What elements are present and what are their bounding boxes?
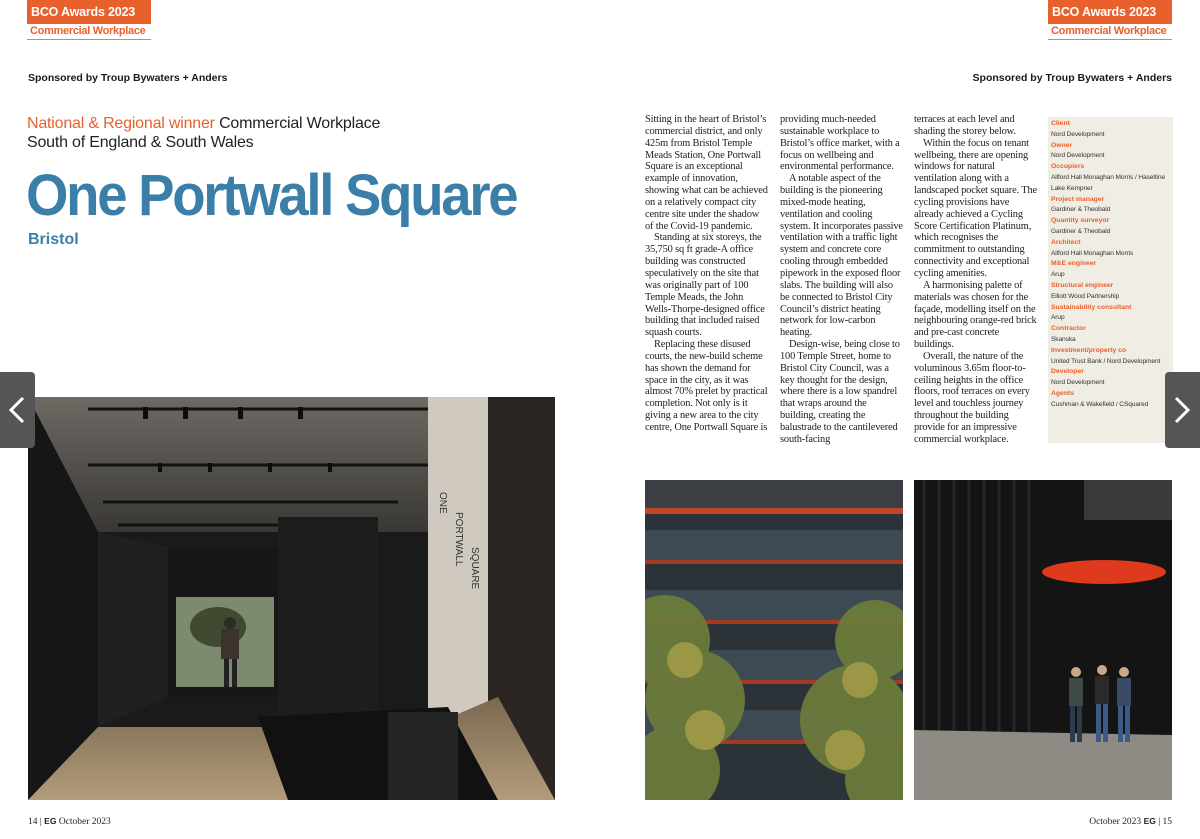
chevron-left-icon (7, 396, 27, 424)
next-page-button[interactable] (1165, 372, 1200, 448)
credit-role: Occupiers (1051, 163, 1085, 171)
paragraph: Within the focus on tenant wellbeing, there are opening windows for natural ventilation along with a landscaped pocket square. The cycling provisions have already achieved a Cycling Score Certification Platinum, which recognises the commitment to outstanding connectivity and exceptional cycling amenities. (914, 137, 1037, 279)
credit-role: Owner (1051, 141, 1073, 149)
project-credits-box (1048, 117, 1173, 443)
credit-name: Nord Development (1051, 130, 1105, 138)
credit-role: Agents (1051, 389, 1075, 397)
entrance-illustration (914, 480, 1172, 800)
credit-name: Allford Hall Monaghan Morris (1051, 249, 1134, 257)
credit-role: Developer (1051, 368, 1084, 376)
credit-role: Quantity surveyor (1051, 217, 1110, 225)
award-kicker (27, 115, 380, 133)
credit-role: Project manager (1051, 195, 1105, 203)
paragraph: A harmonising palette of materials was chosen for the façade, modelling itself on the neighbouring orange-red brick and pre-cast concrete buildings. (914, 279, 1037, 351)
credit-name: Gardiner & Theobald (1051, 206, 1111, 214)
paragraph: A notable aspect of the building is the pioneering mixed-mode heating, ventilation and cooling system. It incorporates passive ventilation with a traffic light system and concrete core cooling through embedded pipework in the exposed floor slabs. The building will also be connected to Bristol City Council’s district heating network for low-carbon heating. (780, 173, 903, 339)
paragraph: Standing at six storeys, the 35,750 sq ft grade-A office building was constructed speculatively on the site that was originally part of 100 Temple Meads, the John Wells-Thorpe-designed office building that included raised squash courts. (645, 232, 765, 339)
svg-text:SQUARE: SQUARE (469, 547, 480, 590)
facade-photo (645, 480, 903, 800)
section-tag-title: BCO Awards 2023 (1048, 0, 1172, 24)
paragraph: terraces at each level and shading the storey below. (914, 114, 1016, 137)
award-category: Commercial Workplace (219, 115, 381, 132)
credit-role: Sustainability consultant (1051, 303, 1132, 311)
credit-name: Arup (1051, 271, 1065, 279)
paragraph: Sitting in the heart of Bristol’s commercial district, and only 425m from Bristol Temple Meads Station, One Portwall Square is an exceptional example of innovation, showing what can be achieved on a relatively compact city centre site under the shadow of the Covid-19 pandemic. (645, 114, 768, 232)
body-column-2 (780, 114, 903, 446)
section-tag-title: BCO Awards 2023 (27, 0, 151, 24)
magazine-name: EG (1143, 816, 1156, 826)
lobby-photo (28, 397, 555, 800)
section-tag-subtitle: Commercial Workplace (1051, 25, 1167, 37)
previous-page-button[interactable] (0, 372, 35, 448)
award-region: South of England & South Wales (27, 134, 254, 151)
sponsor-line-left: Sponsored by Troup Bywaters + Anders (28, 72, 228, 84)
credit-role: M&E engineer (1051, 260, 1097, 268)
credit-role: Contractor (1051, 325, 1086, 333)
chevron-right-icon (1172, 396, 1192, 424)
paragraph: Design-wise, being close to 100 Temple Street, home to Bristol City Council, was a key thought for the design, where there is a low spandrel that wraps around the building, creating the balustrade to the cantilevered south-facing (780, 339, 900, 445)
credit-role: Structural engineer (1051, 281, 1114, 289)
section-tag-subtitle: Commercial Workplace (30, 25, 146, 37)
facade-illustration (645, 480, 903, 800)
credit-name: Allford Hall Monaghan Morris / Haseltine (1051, 173, 1166, 181)
paragraph: Replacing these disused courts, the new-build scheme has shown the demand for space in the city, as it was almost 70% prelet by practical completion. Not only is it giving a new area to the city centre, One Portwall Square is (645, 339, 768, 433)
credit-name: Cushman & Wakefield / CSquared (1051, 400, 1149, 408)
credit-name: Nord Development (1051, 152, 1105, 160)
lobby-illustration (28, 397, 555, 800)
svg-text:ONE: ONE (437, 492, 448, 514)
entrance-photo (914, 480, 1172, 800)
credit-name: Nord Development (1051, 379, 1105, 387)
award-winner-label: National & Regional winner (27, 115, 215, 132)
credit-role: Client (1051, 120, 1070, 127)
folio-left: 14 | EG October 2023 (28, 816, 111, 827)
svg-text:PORTWALL: PORTWALL (453, 512, 464, 567)
credit-name: Arup (1051, 314, 1065, 322)
page-number: 15 (1162, 817, 1172, 827)
credit-name: United Trust Bank / Nord Development (1051, 357, 1161, 365)
sponsor-line-right: Sponsored by Troup Bywaters + Anders (972, 72, 1172, 84)
credit-role: Investment/property co (1051, 346, 1127, 354)
body-column-3 (914, 114, 1039, 446)
section-tag-right (1048, 0, 1172, 40)
credit-name: Elliott Wood Partnership (1051, 292, 1120, 300)
issue-date: October 2023 (1089, 817, 1142, 827)
paragraph: Overall, the nature of the voluminous 3.65m floor-to-ceiling heights in the office floors, roof terraces on every level and touchless journey throughout the building provide for an impressive commercial workplace. (914, 350, 1030, 445)
issue-date: October 2023 (58, 817, 111, 827)
credit-name: Skanska (1051, 335, 1076, 343)
credit-role: Architect (1051, 238, 1081, 246)
paragraph: providing much-needed sustainable workplace to Bristol’s office market, with a focus on wellbeing and environmental performance. (780, 114, 900, 173)
folio-right: October 2023 EG | 15 (1089, 816, 1172, 827)
credit-name: Gardiner & Theobald (1051, 227, 1111, 235)
page-number: 14 (28, 817, 38, 827)
credit-name: Lake Kempner (1051, 184, 1093, 192)
article-location: Bristol (28, 231, 79, 248)
body-column-1 (645, 114, 768, 434)
magazine-name: EG (44, 816, 57, 826)
section-tag-left (27, 0, 151, 40)
article-title: One Portwall Square (26, 163, 517, 228)
